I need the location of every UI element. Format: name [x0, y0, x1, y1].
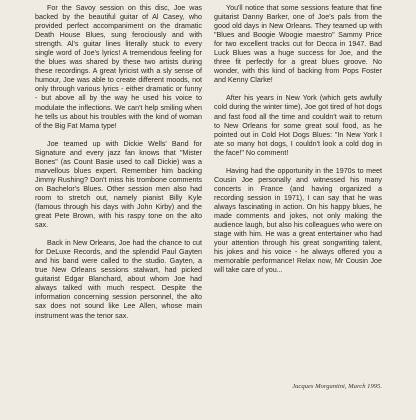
paragraph-savoy-session: For the Savoy session on this disc, Joe was backed by the beautiful guitar of Al Casey, who provided perfect accompaniment on the dramatic Death House Blues, sung ferociously and with strength. Al's guitar lines literally stuck to every single word of Joe's lyrics! A tremendous feeling for the blues was shared by these two artists during these recordings. A great lyricist with a sly sense of humour, Joe was able to create different moods, not only through various lyrics - either dramatic or funny - but above all by the way he used his voice to modulate the inflections. We can't help smiling when he tells us about his troubles with the kind of woman of the Big Fat Mama type!: [35, 4, 202, 130]
paragraph-dickie-wells: Joe teamed up with Dickie Wells' Band for Signature and every jazz fan knows that "Mister Bones" (as Count Basie used to call Dickie) was a marvellous blues expert. Remember him backing Jimmy Rushing? Don't miss his trombone comments on Bachelor's Blues. Other session men also had room to stretch out, namely pianist Billy Kyle (famous through his days with John Kirby) and the great Pete Brown, with his raspy tone on the alto sax.: [35, 139, 202, 230]
right-text-column: [214, 4, 382, 284]
author-credit: Jacques Morgantini, March 1995.: [292, 383, 382, 390]
paragraph-new-york: After his years in New York (which gets awfully cold during the winter time), Joe got tired of hot dogs and fast food all the time and couldn't wait to return to New Orleans for some great soul food, as he pointed out in Cold Hot Dogs Blues: "In New York I ate so many hot dogs, I couldn't look a cold dog in the face!" No comment!: [214, 94, 382, 157]
paragraph-new-orleans: Back in New Orleans, Joe had the chance to cut for DeLuxe Records, and the splendid Paul Gayten and his band were called to the studio. Gayten, a true New Orleans sessions stalwart, had picked guitarist Edgar Blanchard, about whom Joe had always talked with much respect. Despite the information concerning session personnel, the alto sax does not sound like Lee Allen, whose main instrument was the tenor sax.: [35, 239, 202, 320]
paragraph-1970s: Having had the opportunity in the 1970s to meet Cousin Joe personally and witnessed his many concerts in France (and having organized a recording session in 1971), I can say that he was always fascinating in action. On his happy blues, he made comments and jokes, not only making the audience laugh, but also his colleagues who were on stage with him. He was a great entertainer who had your attention through his great songwriting talent, his jokes and his voice - he always offered you a memorable performance! Relax now, Mr Cousin Joe will take care of you...: [214, 166, 382, 275]
paragraph-danny-barker: You'll notice that some sessions feature that fine guitarist Danny Barker, one of Joe's pals from the good old days in New Orleans. They teamed up with "Blues and Boogie Woogie maestro" Sammy Price for two excellent tracks cut for Decca in 1947. Bad Luck Blues was a huge success for Joe, and the three fit perfectly for a great blues groove. No wonder, with this kind of backing from Pops Foster and Kenny Clarke!: [214, 4, 382, 85]
left-text-column: [35, 4, 202, 330]
